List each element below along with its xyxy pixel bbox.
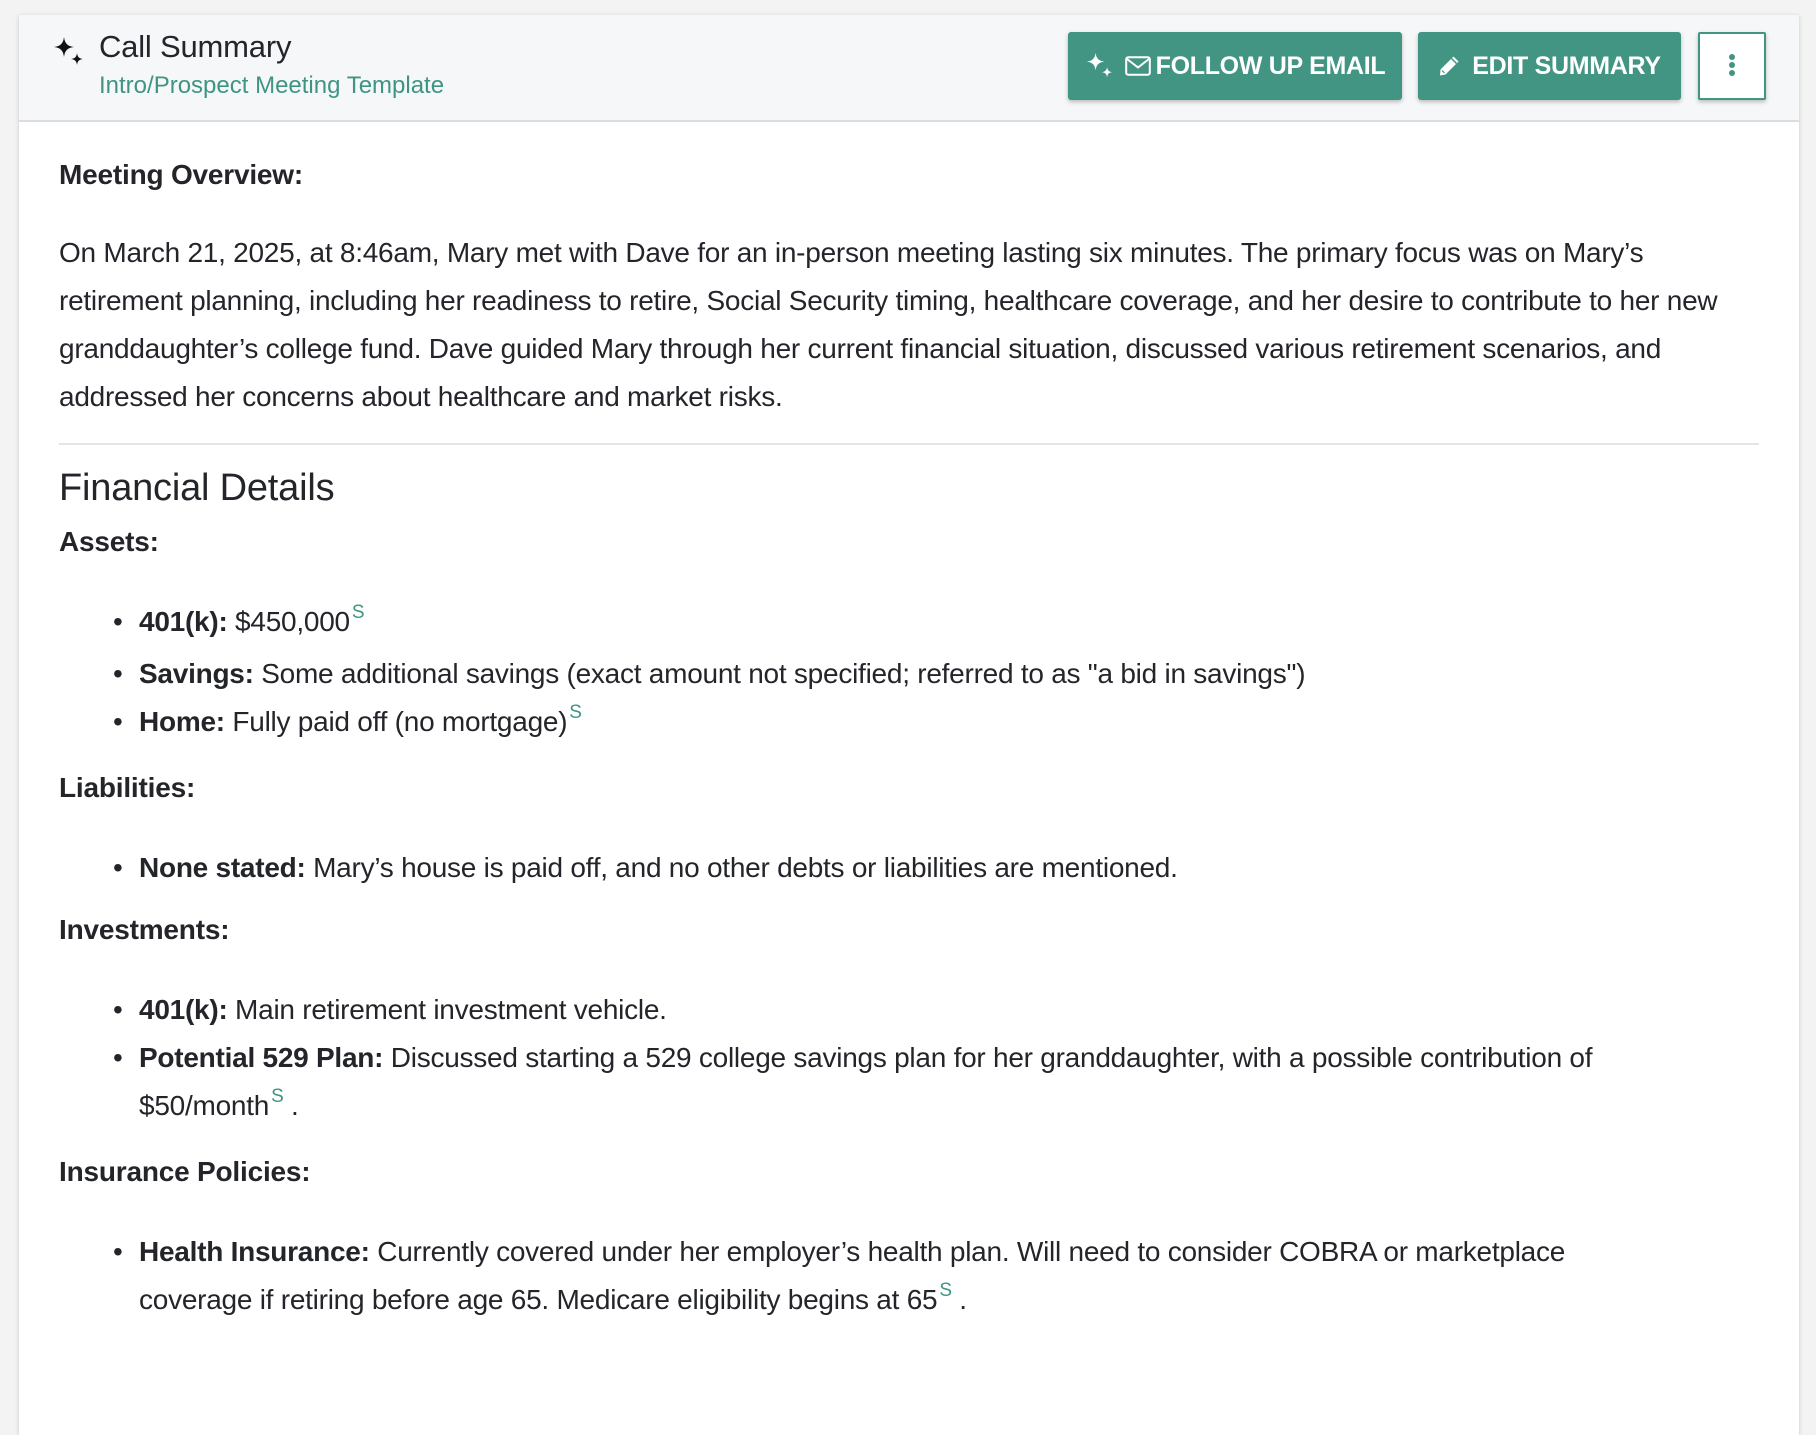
item-text: Discussed starting a 529 college savings plan for her granddaughter, with a possible contribution of $50/month — [139, 1042, 1593, 1121]
follow-up-email-label: FOLLOW UP EMAIL — [1155, 51, 1386, 80]
list-item — [113, 986, 1679, 1034]
list-item — [113, 698, 1679, 750]
item-text: Main retirement investment vehicle. — [235, 994, 667, 1025]
call-summary-card — [19, 15, 1799, 1435]
card-header — [19, 15, 1799, 122]
item-trailing: . — [951, 1284, 967, 1315]
template-name-link[interactable]: Intro/Prospect Meeting Template — [99, 72, 445, 99]
item-trailing: . — [283, 1090, 299, 1121]
financial-details-heading: Financial Details — [59, 467, 335, 509]
edit-summary-button[interactable] — [1418, 32, 1681, 100]
list-item — [113, 844, 1679, 892]
list-item — [113, 598, 1679, 650]
item-term: 401(k): — [139, 994, 228, 1025]
envelope-icon — [1125, 56, 1151, 76]
group-list — [59, 1228, 1759, 1328]
financial-details-groups — [59, 518, 1759, 1328]
item-term: 401(k): — [139, 606, 228, 637]
group-label: Assets: — [59, 526, 159, 557]
item-text: Currently covered under her employer’s health plan. Will need to consider COBRA or marketplace coverage if retiring before age 65. Medicare eligibility begins at 65 — [139, 1236, 1566, 1315]
source-link[interactable]: S — [351, 602, 365, 623]
bullet-icon: • — [113, 1236, 123, 1267]
item-text: $450,000 — [235, 606, 350, 637]
item-term: Health Insurance: — [139, 1236, 370, 1267]
group-list — [59, 598, 1759, 750]
card-title: Call Summary — [99, 29, 292, 64]
source-link[interactable]: S — [569, 702, 582, 723]
edit-summary-label: EDIT SUMMARY — [1472, 51, 1661, 80]
more-options-button[interactable] — [1698, 32, 1766, 100]
bullet-icon: • — [113, 994, 123, 1025]
bullet-icon: • — [113, 706, 123, 737]
group-label: Insurance Policies: — [59, 1156, 311, 1187]
item-term: Savings: — [139, 658, 254, 689]
bullet-icon: • — [113, 852, 123, 883]
item-term: Home: — [139, 706, 225, 737]
list-item — [113, 1034, 1679, 1134]
list-item — [113, 650, 1679, 698]
bullet-icon: • — [113, 658, 123, 689]
item-text: Fully paid off (no mortgage) — [232, 706, 568, 737]
sparkle-icon — [52, 35, 86, 69]
group-list — [59, 844, 1759, 892]
item-term: None stated: — [139, 852, 306, 883]
meeting-overview-text: On March 21, 2025, at 8:46am, Mary met with Dave for an in-person meeting lasting six minutes. The primary focus was on Mary’s retirement planning, including her readiness to retire, Social Security timing, healthcare coverage, and her desire to contribute to her new granddaughter’s college fund. Dave guided Mary through her current financial situation, discussed various retirement scenarios, and addressed her concerns about healthcare and market risks. — [59, 237, 1718, 412]
bullet-icon: • — [113, 1042, 123, 1073]
group-label: Investments: — [59, 914, 230, 945]
item-term: Potential 529 Plan: — [139, 1042, 384, 1073]
follow-up-email-button[interactable] — [1068, 32, 1402, 100]
sparkle-icon — [1085, 51, 1115, 81]
more-vertical-icon — [1727, 53, 1737, 80]
meeting-overview-label: Meeting Overview: — [59, 159, 304, 190]
item-text: Some additional savings (exact amount not specified; referred to as "a bid in savings") — [261, 658, 1306, 689]
item-text: Mary’s house is paid off, and no other debts or liabilities are mentioned. — [313, 852, 1178, 883]
pencil-icon — [1438, 55, 1460, 77]
source-link[interactable]: S — [271, 1086, 284, 1107]
source-link[interactable]: S — [939, 1280, 952, 1301]
list-item — [113, 1228, 1679, 1328]
group-label: Liabilities: — [59, 772, 196, 803]
summary-content — [59, 121, 1759, 1328]
bullet-icon: • — [113, 606, 123, 637]
group-list — [59, 986, 1759, 1134]
